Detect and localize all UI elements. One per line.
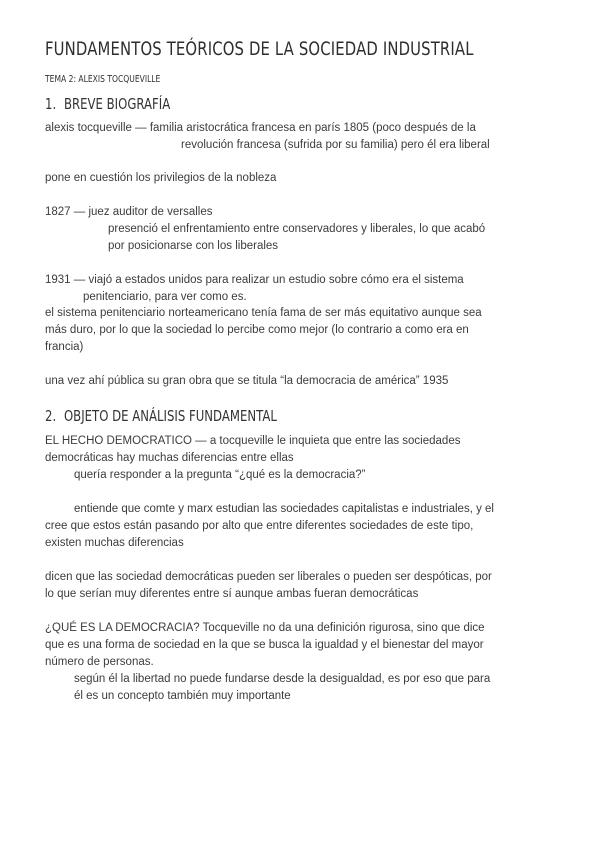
text-line: lo que serían muy diferentes entre sí aunque ambas fueran democráticas <box>45 588 419 600</box>
text-line: según él la libertad no puede fundarse desde la desigualdad, es por eso que para <box>74 673 491 685</box>
section-2-title: OBJETO DE ANÁLISIS FUNDAMENTAL <box>63 407 277 425</box>
text-line: que es una forma de sociedad en la que se busca la igualdad y el bienestar del mayor <box>45 639 484 651</box>
text-line: democráticas hay muchas diferencias entre ellas <box>45 452 294 464</box>
section-1-title: BREVE BIOGRAFÍA <box>63 95 171 113</box>
text-line: dicen que las sociedad democráticas pueden ser liberales o pueden ser despóticas, por <box>45 571 492 583</box>
section-2-number: 2. <box>45 407 57 425</box>
text-line: el sistema penitenciario norteamericano tenía fama de ser más equitativo aunque sea <box>45 307 482 319</box>
text-line: quería responder a la pregunta “¿qué es la democracia?” <box>74 469 366 481</box>
section-1-heading <box>45 95 170 113</box>
text-line: ¿QUÉ ES LA DEMOCRACIA? Tocqueville no da una definición rigurosa, sino que dice <box>45 622 485 634</box>
text-line: EL HECHO DEMOCRATICO — a tocqueville le inquieta que entre las sociedades <box>45 435 461 447</box>
section-1-number: 1. <box>45 95 57 113</box>
text-line: entiende que comte y marx estudian las sociedades capitalistas e industriales, y el <box>74 503 494 515</box>
text-line: él es un concepto también muy importante <box>74 690 291 702</box>
text-line: pone en cuestión los privilegios de la nobleza <box>45 172 277 184</box>
page-subtitle: TEMA 2: ALEXIS TOCQUEVILLE <box>45 74 161 85</box>
text-line: número de personas. <box>45 656 154 668</box>
text-line: penitenciario, para ver como es. <box>83 291 247 303</box>
section-2-heading <box>45 407 277 425</box>
page-title: FUNDAMENTOS TEÓRICOS DE LA SOCIEDAD INDUSTRIAL <box>45 38 474 60</box>
text-line: 1827 — juez auditor de versalles <box>45 206 213 218</box>
text-line: presenció el enfrentamiento entre conservadores y liberales, lo que acabó <box>108 223 486 235</box>
text-line: existen muchas diferencias <box>45 537 184 549</box>
text-line: más duro, por lo que la sociedad lo percibe como mejor (lo contrario a como era en <box>45 324 469 336</box>
text-line: alexis tocqueville — familia aristocrática francesa en parís 1805 (poco después de la <box>45 122 476 134</box>
text-line: una vez ahí pública su gran obra que se titula “la democracia de américa” 1935 <box>45 375 449 387</box>
text-line: cree que estos están pasando por alto que entre diferentes sociedades de este tipo, <box>45 520 474 532</box>
text-line: francia) <box>45 341 84 353</box>
text-line: por posicionarse con los liberales <box>108 240 279 252</box>
text-line: revolución francesa (sufrida por su familia) pero él era liberal <box>181 139 490 151</box>
text-line: 1931 — viajó a estados unidos para realizar un estudio sobre cómo era el sistema <box>45 274 464 286</box>
